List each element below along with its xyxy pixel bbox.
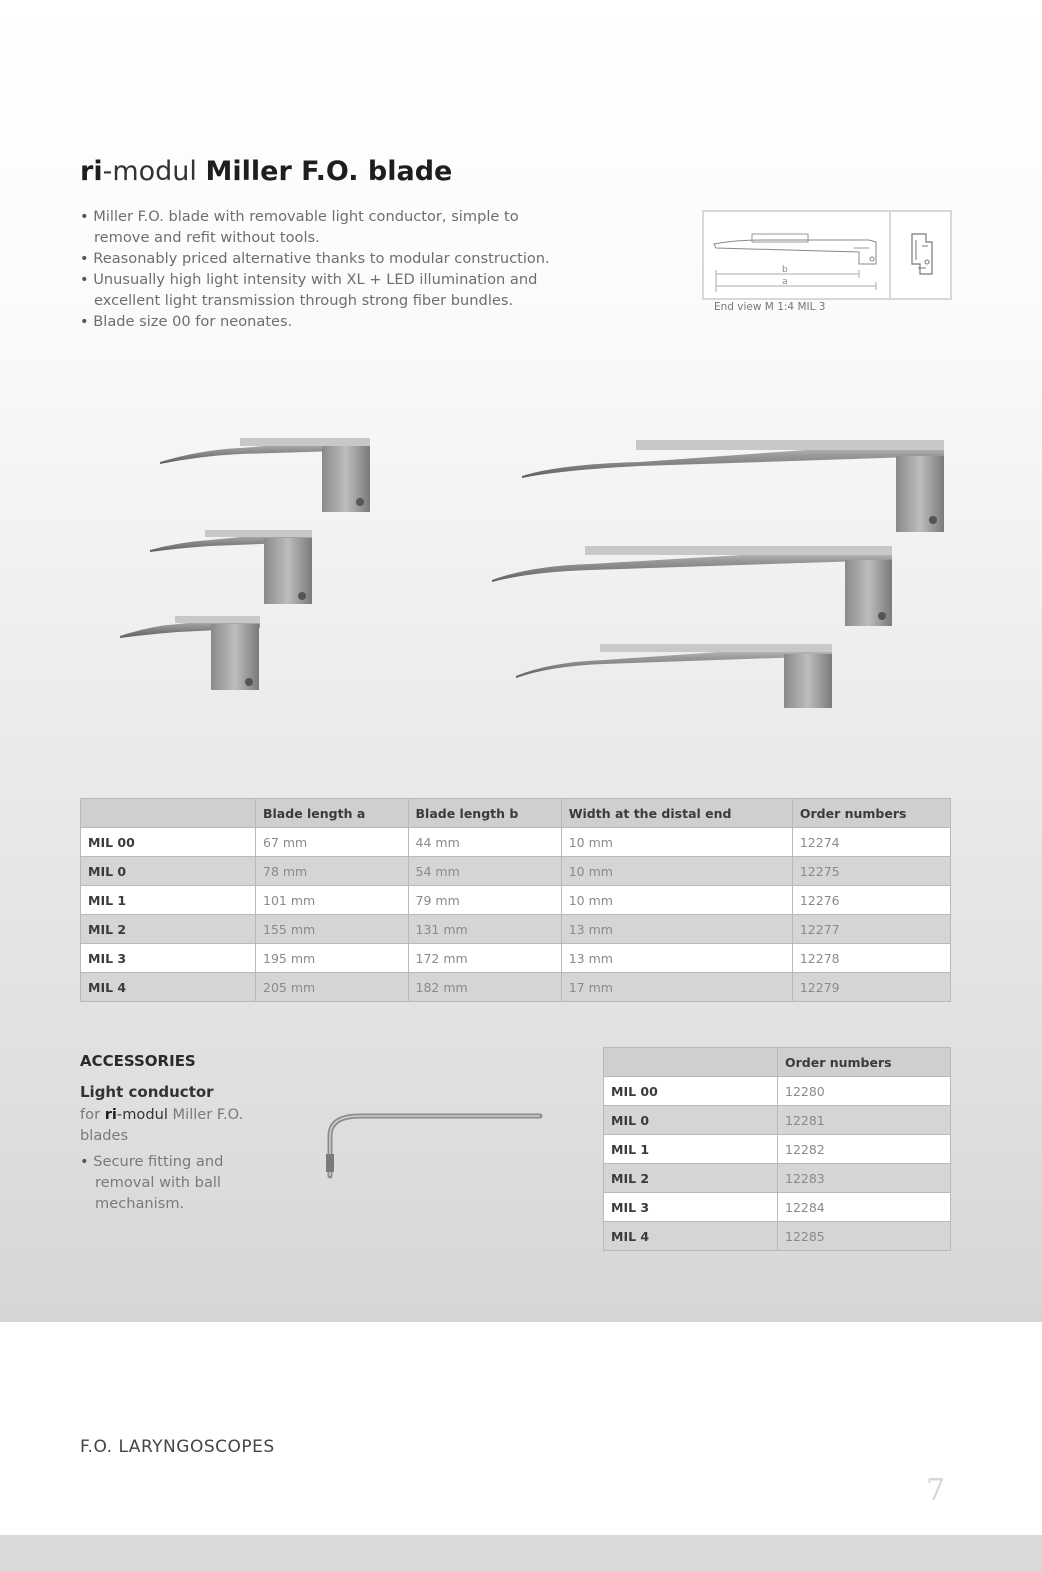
brand-modul: -modul: [116, 1106, 168, 1123]
table-cell: 205 mm: [256, 973, 409, 1002]
for-prefix: for: [80, 1106, 105, 1123]
table-row: [81, 857, 951, 886]
brand-modul: -modul: [102, 156, 197, 187]
table-cell: 10 mm: [561, 886, 792, 915]
table-row: [81, 886, 951, 915]
footer-strip: [0, 1535, 1042, 1572]
table-cell: 12279: [792, 973, 950, 1002]
table-cell: 12277: [792, 915, 950, 944]
feature-item: • Miller F.O. blade with removable light conductor, simple to remove and refit without tools.: [80, 206, 570, 248]
accessory-description: [80, 1104, 250, 1146]
accessory-name: Light conductor: [80, 1083, 214, 1101]
light-conductor-photo: [320, 1106, 550, 1186]
table-cell: 12274: [792, 828, 950, 857]
table-cell: 13 mm: [561, 915, 792, 944]
table-cell: 17 mm: [561, 973, 792, 1002]
table-cell: 101 mm: [256, 886, 409, 915]
feature-list: [80, 206, 570, 332]
table-row: [604, 1222, 951, 1251]
table-header-cell: [81, 799, 256, 828]
row-label: MIL 00: [604, 1077, 778, 1106]
table-header-cell: Order numbers: [778, 1048, 951, 1077]
dimension-a-label: a: [782, 277, 788, 287]
table-cell: 12281: [778, 1106, 951, 1135]
table-cell: 67 mm: [256, 828, 409, 857]
blade-mil-0-photo: [150, 530, 312, 604]
row-label: MIL 3: [81, 944, 256, 973]
row-label: MIL 1: [604, 1135, 778, 1164]
table-header-cell: Blade length a: [256, 799, 409, 828]
table-header-cell: Blade length b: [408, 799, 561, 828]
page-title: [80, 156, 452, 187]
table-row: [81, 828, 951, 857]
product-name: Miller F.O. blade: [205, 156, 453, 187]
table-row: [604, 1077, 951, 1106]
table-cell: 10 mm: [561, 828, 792, 857]
accessory-order-table: [603, 1047, 951, 1251]
table-cell: 12278: [792, 944, 950, 973]
table-header-cell: [604, 1048, 778, 1077]
feature-item: • Reasonably priced alternative thanks to modular construction.: [80, 248, 570, 269]
row-label: MIL 2: [604, 1164, 778, 1193]
brand-ri: ri: [80, 156, 103, 187]
table-header-row: [604, 1048, 951, 1077]
table-cell: 12285: [778, 1222, 951, 1251]
table-row: [604, 1135, 951, 1164]
table-cell: 131 mm: [408, 915, 561, 944]
table-cell: 195 mm: [256, 944, 409, 973]
table-cell: 172 mm: [408, 944, 561, 973]
row-label: MIL 0: [81, 857, 256, 886]
table-row: [604, 1164, 951, 1193]
table-cell: 10 mm: [561, 857, 792, 886]
blade-mil-4-photo: [522, 440, 944, 532]
row-label: MIL 4: [81, 973, 256, 1002]
row-label: MIL 1: [81, 886, 256, 915]
table-row: [81, 944, 951, 973]
feature-item: • Unusually high light intensity with XL + LED illumination and excellent light transmission through strong fiber bundles.: [80, 269, 570, 311]
blade-mil-2-photo: [516, 644, 832, 708]
blade-mil-1-photo: [160, 438, 370, 512]
accessory-feature-list: [80, 1151, 250, 1214]
accessory-feature-item: • Secure fitting and removal with ball mechanism.: [80, 1151, 250, 1214]
table-cell: 12280: [778, 1077, 951, 1106]
accessories-heading: ACCESSORIES: [80, 1052, 196, 1070]
row-label: MIL 4: [604, 1222, 778, 1251]
table-row: [604, 1193, 951, 1222]
table-header-cell: Width at the distal end: [561, 799, 792, 828]
table-cell: 12282: [778, 1135, 951, 1164]
table-cell: 44 mm: [408, 828, 561, 857]
end-view-caption: End view M 1:4 MIL 3: [714, 301, 826, 313]
table-cell: 54 mm: [408, 857, 561, 886]
blade-mil-3-photo: [492, 546, 892, 626]
table-row: [81, 915, 951, 944]
table-cell: 12283: [778, 1164, 951, 1193]
table-row: [604, 1106, 951, 1135]
blade-product-photos: [0, 420, 1042, 720]
table-cell: 12276: [792, 886, 950, 915]
row-label: MIL 2: [81, 915, 256, 944]
table-cell: 12275: [792, 857, 950, 886]
table-cell: 12284: [778, 1193, 951, 1222]
blade-spec-table: [80, 798, 951, 1002]
table-header-row: [81, 799, 951, 828]
row-label: MIL 00: [81, 828, 256, 857]
end-view-diagram: [702, 210, 952, 300]
blade-mil-00-photo: [120, 616, 260, 690]
table-cell: 78 mm: [256, 857, 409, 886]
blade-schematic-drawing: [704, 212, 950, 298]
table-header-cell: Order numbers: [792, 799, 950, 828]
dimension-b-label: b: [782, 265, 788, 275]
table-cell: 79 mm: [408, 886, 561, 915]
for-suffix: Miller F.O. blades: [80, 1106, 244, 1144]
table-cell: 13 mm: [561, 944, 792, 973]
section-label: F.O. LARYNGOSCOPES: [80, 1437, 275, 1457]
table-cell: 155 mm: [256, 915, 409, 944]
row-label: MIL 3: [604, 1193, 778, 1222]
row-label: MIL 0: [604, 1106, 778, 1135]
table-row: [81, 973, 951, 1002]
page-number: 7: [926, 1473, 946, 1508]
feature-item: • Blade size 00 for neonates.: [80, 311, 570, 332]
table-cell: 182 mm: [408, 973, 561, 1002]
brand-ri: ri: [104, 1106, 117, 1123]
